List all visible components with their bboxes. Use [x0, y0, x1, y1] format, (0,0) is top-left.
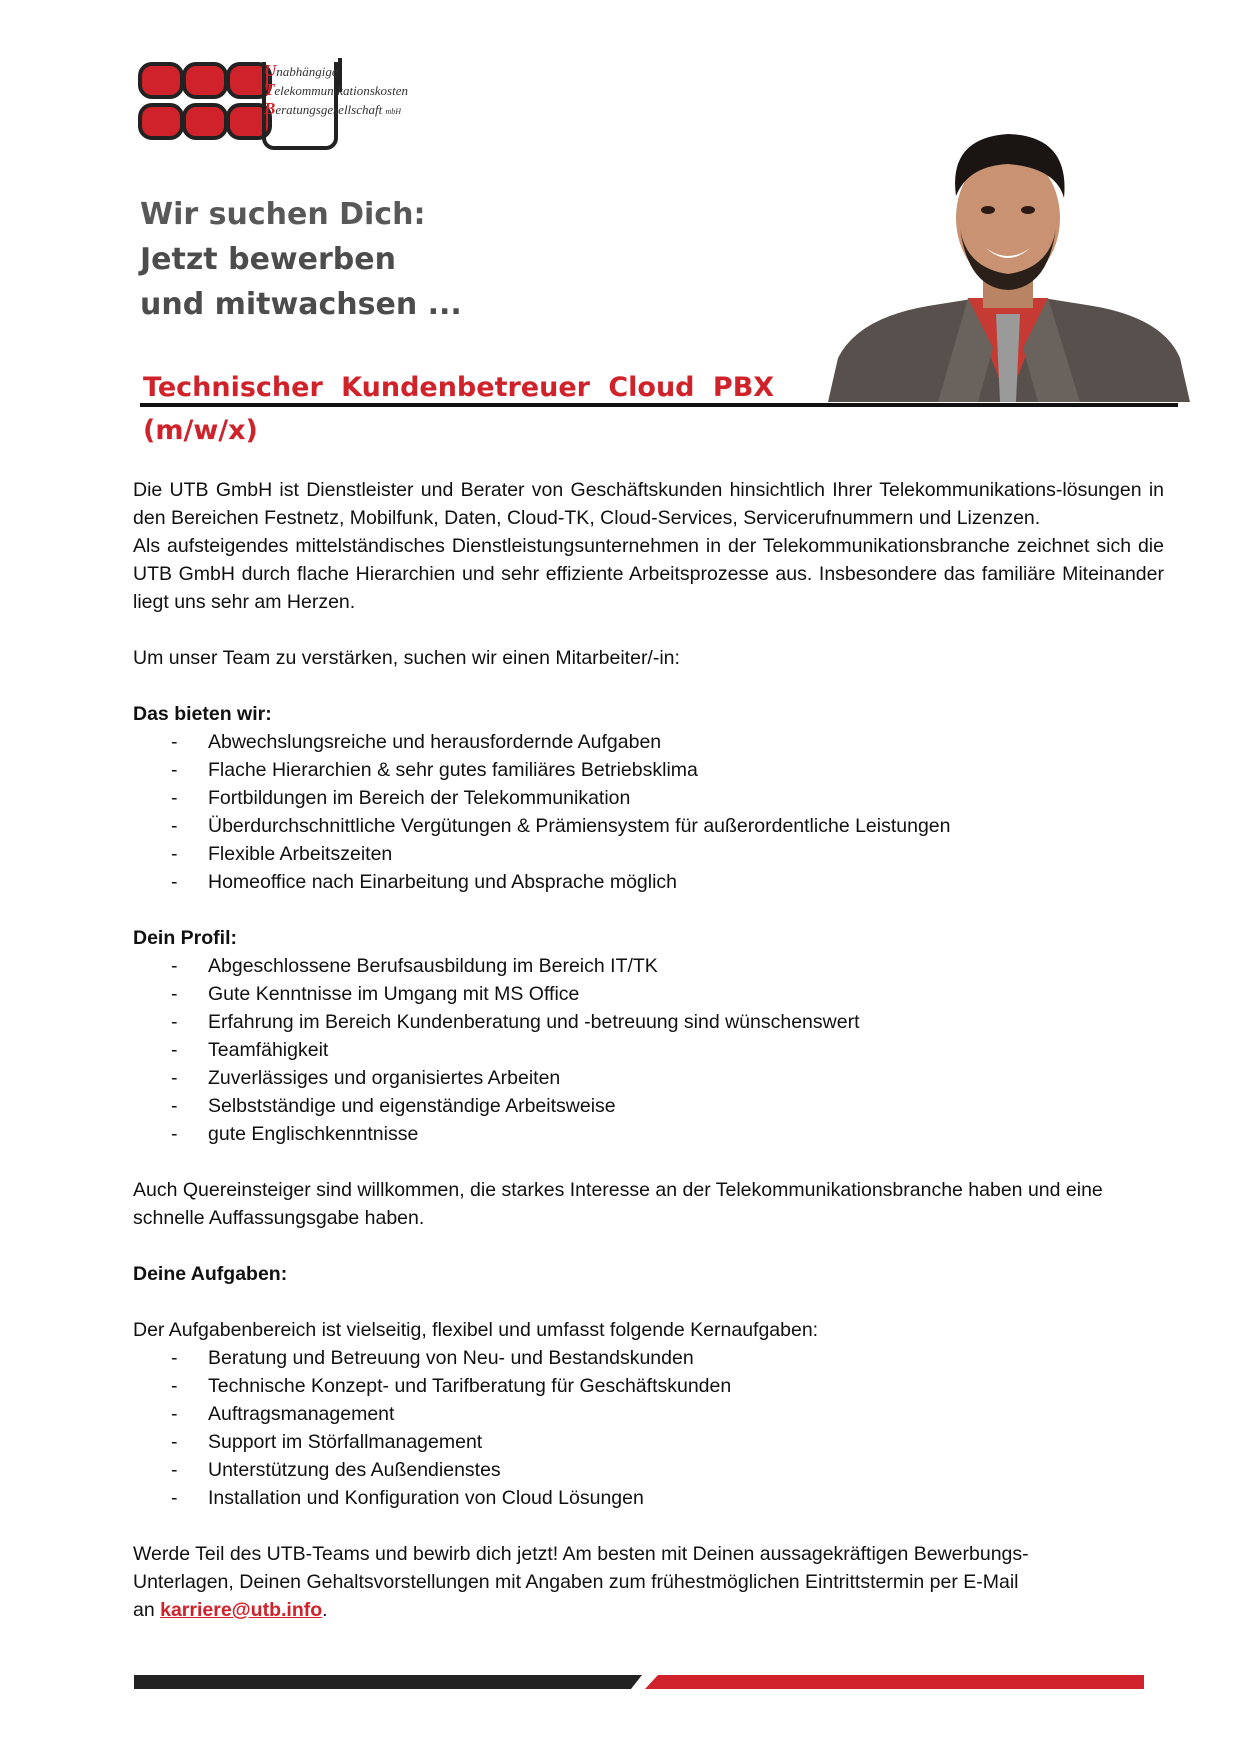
tasks-lead: Der Aufgabenbereich ist vielseitig, flexibel und umfasst folgende Kernaufgaben:	[133, 1319, 819, 1341]
closing-line: Unterlagen, Deinen Gehaltsvorstellungen mit Angaben zum frühestmöglichen Eintrittstermin per E-Mail	[133, 1571, 1019, 1593]
closing-prefix: an	[133, 1599, 161, 1621]
intro-paragraph: Die UTB GmbH ist Dienstleister und Berater von Geschäftskunden hinsichtlich Ihrer Telekommunikations-lösungen in den Bereichen Festnetz, Mobilfunk, Daten, Cloud-TK, Cloud-Services, Servicerufnummern und Lizenzen.	[133, 479, 1164, 529]
list-item: - Fortbildungen im Bereich der Telekommunikation	[133, 784, 1164, 812]
offer-list	[133, 728, 1164, 896]
list-item: - Flache Hierarchien & sehr gutes familiäres Betriebsklima	[133, 756, 1164, 784]
list-item: - Zuverlässiges und organisiertes Arbeiten	[133, 1064, 1164, 1092]
logo-wordmark: Unabhängige Telekommunikationskosten Beratungsgesellschaft mbH	[264, 61, 408, 118]
slogan-line: Wir suchen Dich:	[140, 197, 426, 232]
person-photo	[818, 118, 1198, 402]
footer-bar-dark	[134, 1675, 642, 1689]
list-item: - Installation und Konfiguration von Cloud Lösungen	[133, 1484, 1164, 1512]
closing-suffix: .	[322, 1599, 328, 1621]
company-logo	[138, 58, 438, 158]
list-item: - Teamfähigkeit	[133, 1036, 1164, 1064]
list-item: - Gute Kenntnisse im Umgang mit MS Office	[133, 980, 1164, 1008]
section-heading: Dein Profil:	[133, 927, 238, 949]
logo-square	[138, 62, 184, 99]
section-heading: Deine Aufgaben:	[133, 1263, 288, 1285]
logo-square	[138, 103, 184, 140]
job-title	[143, 366, 774, 452]
list-item: - Homeoffice nach Einarbeitung und Absprache möglich	[133, 868, 1164, 896]
list-item: - Auftragsmanagement	[133, 1400, 1164, 1428]
job-title-line: (m/w/x)	[143, 415, 258, 446]
email-link[interactable]: karriere@utb.info	[160, 1599, 323, 1621]
slogan-line: Jetzt bewerben	[140, 242, 396, 277]
list-item: - Überdurchschnittliche Vergütungen & Prämiensystem für außerordentliche Leistungen	[133, 812, 1164, 840]
list-item: - Beratung und Betreuung von Neu- und Bestandskunden	[133, 1344, 1164, 1372]
list-item: - gute Englischkenntnisse	[133, 1120, 1164, 1148]
tasks-list	[133, 1344, 1164, 1512]
profile-note: Auch Quereinsteiger sind willkommen, die starkes Interesse an der Telekommunikationsbranche haben und eine schnelle Auffassungsgabe haben.	[133, 1179, 1103, 1229]
list-item: - Erfahrung im Bereich Kundenberatung und -betreuung sind wünschenswert	[133, 1008, 1164, 1036]
slogan	[140, 192, 462, 327]
closing-line	[133, 1596, 1164, 1624]
list-item: - Abwechslungsreiche und herausfordernde Aufgaben	[133, 728, 1164, 756]
logo-square	[182, 103, 228, 140]
list-item: - Unterstützung des Außendienstes	[133, 1456, 1164, 1484]
list-item: - Abgeschlossene Berufsausbildung im Bereich IT/TK	[133, 952, 1164, 980]
section-heading: Das bieten wir:	[133, 703, 272, 725]
logo-square	[182, 62, 228, 99]
title-rule	[140, 403, 1178, 407]
job-description	[133, 476, 1164, 1624]
footer-bar	[134, 1673, 1144, 1691]
profile-list	[133, 952, 1164, 1148]
intro-paragraph: Um unser Team zu verstärken, suchen wir einen Mitarbeiter/-in:	[133, 647, 680, 669]
footer-bar-red	[645, 1675, 1144, 1689]
list-item: - Flexible Arbeitszeiten	[133, 840, 1164, 868]
closing-line: Werde Teil des UTB-Teams und bewirb dich jetzt! Am besten mit Deinen aussagekräftigen Bewerbungs-	[133, 1543, 1029, 1565]
list-item: - Support im Störfallmanagement	[133, 1428, 1164, 1456]
intro-paragraph: Als aufsteigendes mittelständisches Dienstleistungsunternehmen in der Telekommunikationsbranche zeichnet sich die UTB GmbH durch flache Hierarchien und sehr effiziente Arbeitsprozesse aus. Insbesondere das familiäre Miteinander liegt uns sehr am Herzen.	[133, 535, 1164, 613]
list-item: - Technische Konzept- und Tarifberatung für Geschäftskunden	[133, 1372, 1164, 1400]
job-title-line: Technischer Kundenbetreuer Cloud PBX	[143, 372, 775, 403]
slogan-line: und mitwachsen ...	[140, 287, 462, 322]
list-item: - Selbstständige und eigenständige Arbeitsweise	[133, 1092, 1164, 1120]
